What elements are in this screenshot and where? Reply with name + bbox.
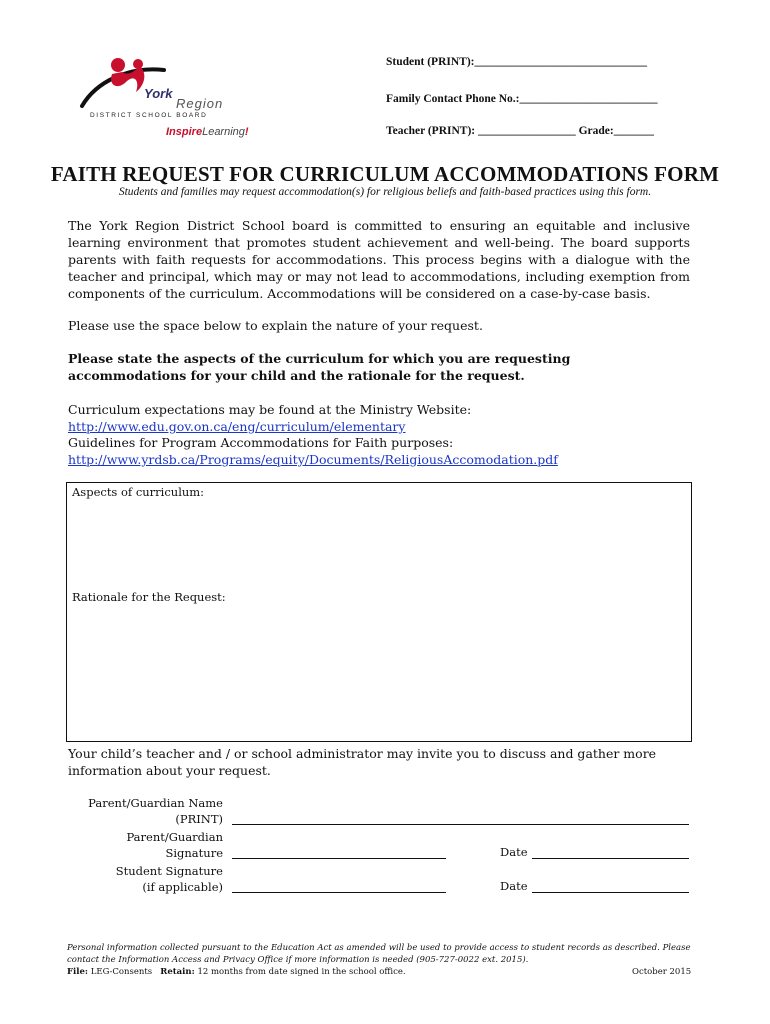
retain-value: 12 months from date signed in the school office. xyxy=(197,967,406,977)
page-subtitle: Students and families may request accommodation(s) for religious beliefs and faith-based practices using this form. xyxy=(118,186,652,198)
student-name-field[interactable]: Student (PRINT):______________________________ xyxy=(386,56,647,68)
logo-tagline xyxy=(166,126,249,138)
logo-tagline-inspire: Inspire xyxy=(166,126,203,138)
parent-signature-label-l1: Parent/Guardian xyxy=(126,830,223,844)
privacy-notice: Personal information collected pursuant to the Education Act as amended will be used to provide access to student records as described. Please contact the Information Access and Privacy Office if more information is needed (905-727-0022 ext. 2015). xyxy=(67,943,691,965)
parent-signature-label-l2: Signature xyxy=(165,846,223,860)
family-phone-field[interactable]: Family Contact Phone No.:________________________ xyxy=(386,93,658,105)
guidelines-link[interactable]: http://www.yrdsb.ca/Programs/equity/Documents/ReligiousAccomodation.pdf xyxy=(68,452,558,467)
parent-name-line[interactable] xyxy=(232,824,689,825)
instruction-text: Please use the space below to explain the nature of your request. xyxy=(68,318,483,333)
bold-instruction: Please state the aspects of the curriculum for which you are requesting accommodations for your child and the rationale for the request. xyxy=(68,351,571,383)
logo-tagline-learning: Learning xyxy=(202,126,245,138)
student-signature-label-l1: Student Signature xyxy=(115,864,223,878)
teacher-grade-field[interactable]: Teacher (PRINT): _________________ Grade:_______ xyxy=(386,125,654,137)
form-date: October 2015 xyxy=(632,967,692,977)
invite-text: Your child’s teacher and / or school administrator may invite you to discuss and gather more information about your request. xyxy=(68,746,657,778)
parent-date-line[interactable] xyxy=(532,858,689,859)
curriculum-link[interactable]: http://www.edu.gov.on.ca/eng/curriculum/elementary xyxy=(68,419,406,434)
file-value: LEG-Consents xyxy=(90,967,153,977)
logo-york-text: York xyxy=(144,86,173,101)
file-retain-line xyxy=(67,966,406,978)
request-textarea[interactable] xyxy=(66,482,692,742)
guidelines-text: Guidelines for Program Accommodations for Faith purposes: xyxy=(68,435,454,450)
student-signature-label-l2: (if applicable) xyxy=(142,880,223,894)
student-date-line[interactable] xyxy=(532,892,689,893)
intro-paragraph: The York Region District School board is committed to ensuring an equitable and inclusive learning environment that promotes student achievement and well-being. The board supports parents with faith requests for accommodations. This process begins with a dialogue with the teacher and principal, which may or may not lead to accommodations, including exemption from components of the curriculum. Accommodations will be considered on a case-by-case basis. xyxy=(68,218,690,301)
student-date-label: Date xyxy=(500,879,528,893)
logo-region-text: Region xyxy=(176,96,224,111)
page-title: FAITH REQUEST FOR CURRICULUM ACCOMMODATIONS FORM xyxy=(50,162,720,186)
student-signature-label xyxy=(68,863,223,895)
logo-board-text: DISTRICT SCHOOL BOARD xyxy=(90,112,208,119)
parent-name-label-l2: (PRINT) xyxy=(175,812,223,826)
retain-label: Retain: xyxy=(160,967,195,977)
curriculum-text: Curriculum expectations may be found at the Ministry Website: xyxy=(68,402,472,417)
logo-tagline-mark: ! xyxy=(244,126,249,138)
yrdsb-logo xyxy=(78,52,248,144)
parent-name-label-l1: Parent/Guardian Name xyxy=(88,796,223,810)
file-label: File: xyxy=(67,967,89,977)
student-signature-line[interactable] xyxy=(232,892,446,893)
parent-name-label xyxy=(68,795,223,827)
parent-signature-label xyxy=(68,829,223,861)
logo-swoosh-icon xyxy=(78,52,178,114)
rationale-label: Rationale for the Request: xyxy=(72,590,226,604)
parent-signature-line[interactable] xyxy=(232,858,446,859)
parent-date-label: Date xyxy=(500,845,528,859)
aspects-label: Aspects of curriculum: xyxy=(72,485,205,499)
